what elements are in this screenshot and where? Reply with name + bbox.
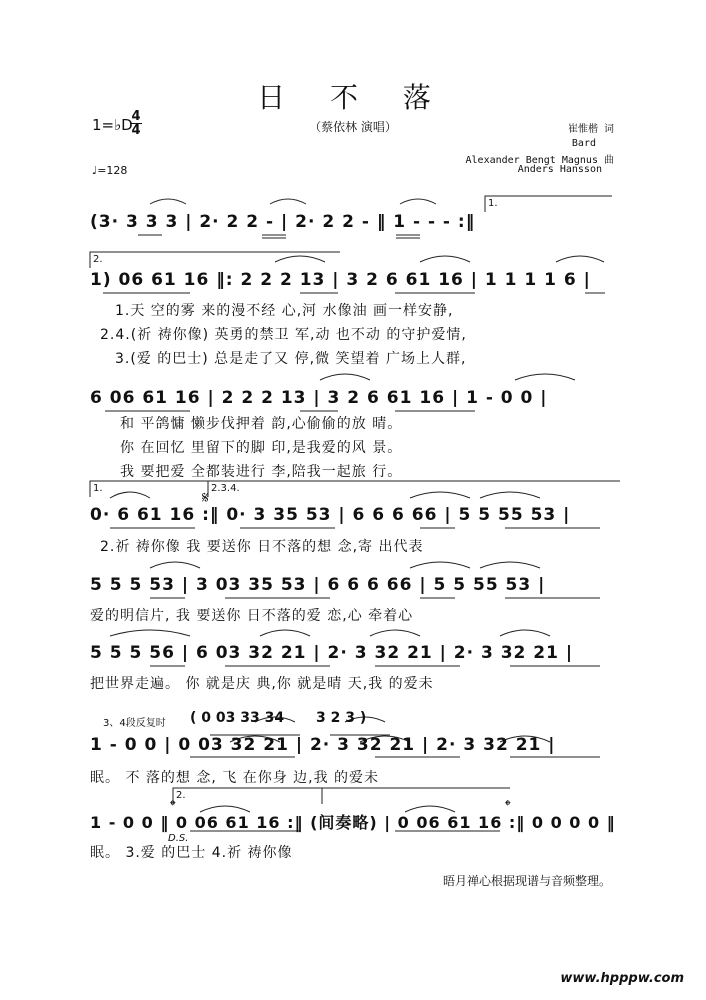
- lyric-row-3: 2.祈 祷你像 我 要送你 日不落的想 念,寄 出代表: [100, 539, 424, 555]
- notation-row-4: 5 5 5 53 | 3 03 35 53 | 6 6 6 66 | 5 5 55 53 |: [90, 575, 546, 595]
- site-watermark: www.hpppw.com: [560, 971, 684, 986]
- volta-2-label: 2.: [93, 254, 103, 265]
- lyric-row-5: 把世界走遍。 你 就是庆 典,你 就是晴 天,我 的爱未: [90, 676, 434, 692]
- page-title: 日 不 落: [257, 81, 449, 114]
- repeat-notes-b: 3 2 3 ): [316, 710, 367, 726]
- notation-row-1: 1) 06 61 16 ‖: 2 2 2 13 | 3 2 6 61 16 | 1 1 1 1 6 |: [90, 270, 591, 290]
- composer-credit-3: Anders Hansson: [517, 164, 602, 175]
- repeat-instruction: 3、4段反复时: [103, 718, 166, 729]
- tempo-mark: ♩=128: [92, 164, 128, 177]
- notation-row-3: 0· 6 61 16 :‖ 0· 3 35 53 | 6 6 6 66 | 5 5 55 53 |: [90, 505, 571, 525]
- coda-sign-2: 𝄌: [505, 796, 511, 815]
- volta-2b-label: 2.: [176, 790, 186, 801]
- notation-row-5: 5 5 5 56 | 6 03 32 21 | 2· 3 32 21 | 2· 3 32 21 |: [90, 643, 574, 663]
- ds-mark: D.S.: [168, 833, 189, 844]
- lyric-row-2-verse-1: 和 平鸽慵 懒步伐押着 韵,心偷偷的放 晴。: [120, 416, 403, 432]
- notation-row-7: 1 - 0 0 ‖ 0 06 61 16 :‖ (间奏略) | 0 06 61 16 :‖ 0 0 0 0 ‖: [90, 813, 616, 832]
- arranger-note: 晤月禅心根据现谱与音频整理。: [442, 874, 611, 888]
- volta-234-bracket: [208, 481, 620, 497]
- lyric-row-1-verse-2: 2.4.(祈 祷你像) 英勇的禁卫 军,动 也不动 的守护爱情,: [100, 327, 467, 343]
- segno-sign: 𝄋: [202, 488, 209, 507]
- volta-1b-bracket: [90, 481, 208, 497]
- notation-row-0: (3· 3 3 3 | 2· 2 2 - | 2· 2 2 - ‖ 1 - - - :‖: [90, 212, 476, 232]
- lyric-row-1-verse-1: 1.天 空的雾 来的漫不经 心,河 水像油 画一样安静,: [115, 303, 454, 319]
- lyric-row-2-verse-3: 我 要把爱 全都装进行 李,陪我一起旅 行。: [120, 464, 403, 480]
- lyric-row-1-verse-3: 3.(爱 的巴士) 总是走了又 停,微 笑望着 广场上人群,: [115, 351, 467, 367]
- lyricist-credit: 崔惟楷 词: [567, 124, 614, 135]
- volta-1-label: 1.: [488, 198, 498, 209]
- volta-234-label: 2.3.4.: [211, 483, 240, 494]
- lyric-row-4: 爱的明信片, 我 要送你 日不落的爱 恋,心 牵着心: [90, 608, 414, 624]
- volta-2b-bracket: [173, 788, 322, 804]
- volta-2-bracket: [90, 252, 340, 268]
- volta-1-bracket: [485, 196, 612, 212]
- time-signature-bottom: 4: [131, 123, 141, 138]
- time-signature-top: 4: [131, 109, 141, 124]
- key-signature: 1=♭D: [92, 116, 133, 134]
- lyric-row-2-verse-2: 你 在回忆 里留下的脚 印,是我爱的风 景。: [120, 440, 403, 456]
- notation-row-6: 1 - 0 0 | 0 03 32 21 | 2· 3 32 21 | 2· 3 32 21 |: [90, 735, 556, 755]
- repeat-notes-a: ( 0 03 33 34: [190, 710, 285, 726]
- lyric-row-7: 眠。 3.爱 的巴士 4.祈 祷你像: [90, 845, 293, 861]
- volta-1b-label: 1.: [93, 483, 103, 494]
- notation-row-2: 6 06 61 16 | 2 2 2 13 | 3 2 6 61 16 | 1 - 0 0 |: [90, 388, 548, 408]
- composer-credit-2: Alexander Bengt Magnus 曲: [465, 155, 614, 166]
- volta-ending-bracket: [322, 788, 510, 804]
- composer-credit-1: Bard: [571, 138, 596, 149]
- lyric-row-6: 眠。 不 落的想 念, 飞 在你身 边,我 的爱未: [90, 770, 380, 786]
- subtitle-singer: （蔡依林 演唱）: [309, 120, 397, 134]
- coda-sign-1: 𝄌: [170, 796, 176, 815]
